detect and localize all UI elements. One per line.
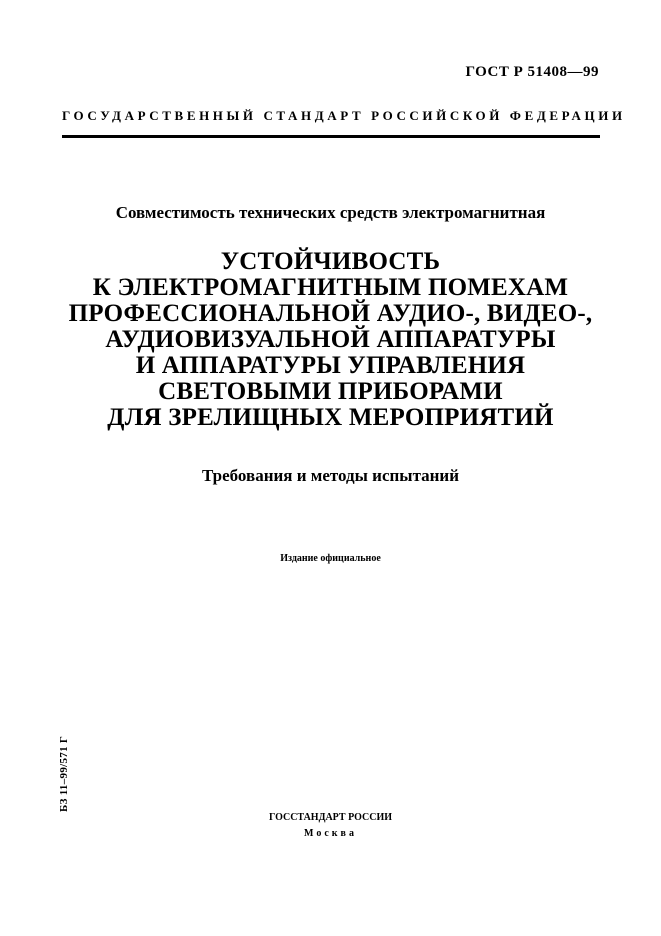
title-line: И АППАРАТУРЫ УПРАВЛЕНИЯ bbox=[135, 352, 526, 379]
subtitle: Требования и методы испытаний bbox=[201, 466, 460, 485]
title-line: СВЕТОВЫМИ ПРИБОРАМИ bbox=[158, 378, 503, 405]
main-title bbox=[0, 249, 661, 431]
title-line: АУДИОВИЗУАЛЬНОЙ АППАРАТУРЫ bbox=[105, 326, 556, 353]
side-code: БЗ 11–99/571 Г bbox=[58, 735, 70, 812]
category-title: Совместимость технических средств электромагнитная bbox=[115, 203, 546, 222]
header-rule bbox=[62, 135, 600, 138]
title-line: ПРОФЕССИОНАЛЬНОЙ АУДИО-, ВИДЕО-, bbox=[68, 300, 593, 327]
edition-note: Издание официальное bbox=[280, 553, 381, 564]
title-line: К ЭЛЕКТРОМАГНИТНЫМ ПОМЕХАМ bbox=[92, 274, 569, 301]
title-line: ДЛЯ ЗРЕЛИЩНЫХ МЕРОПРИЯТИЙ bbox=[107, 404, 554, 431]
document-number: ГОСТ Р 51408—99 bbox=[465, 64, 599, 80]
title-line: УСТОЙЧИВОСТЬ bbox=[220, 248, 441, 275]
publisher: ГОССТАНДАРТ РОССИИ bbox=[268, 812, 393, 823]
organization-header: ГОСУДАРСТВЕННЫЙ СТАНДАРТ РОССИЙСКОЙ ФЕДЕРАЦИИ bbox=[62, 108, 626, 123]
publisher-city: Москва bbox=[304, 828, 357, 839]
